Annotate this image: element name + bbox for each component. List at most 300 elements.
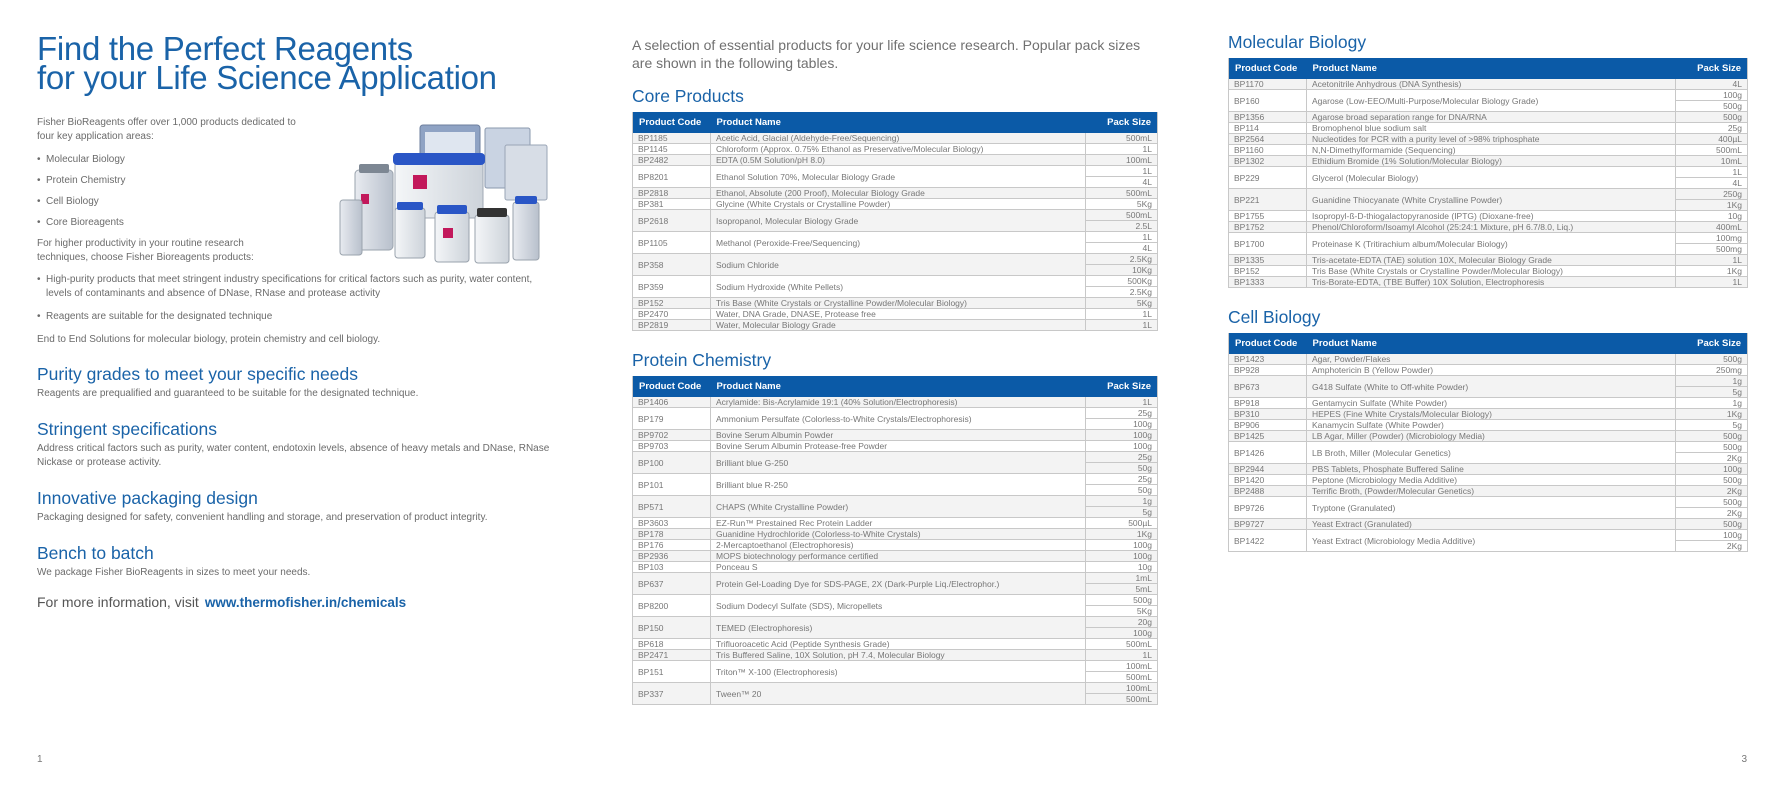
pack-size: 1Kg [1136, 529, 1152, 539]
table-row [1229, 497, 1748, 519]
table-row [1229, 134, 1748, 145]
molecular-biology-section [1228, 32, 1748, 288]
pack-size: 2.5Kg [1129, 254, 1152, 264]
table-row [633, 199, 1158, 210]
intro-text: Fisher BioReagents offer over 1,000 products dedicated to four key application areas: [37, 117, 296, 142]
pack-size: 1L [1142, 320, 1152, 330]
pack-size-cell [1676, 277, 1748, 288]
product-code: BP8200 [633, 595, 711, 617]
pack-size: 5g [1676, 386, 1747, 397]
pack-size-cell [1086, 133, 1158, 144]
table-row [1229, 233, 1748, 255]
pack-size: 100g [1086, 418, 1157, 429]
pack-size: 1mL [1135, 573, 1152, 583]
product-code: BP178 [633, 529, 711, 540]
molecular-biology-table [1228, 58, 1748, 288]
pack-size-cell [1676, 431, 1748, 442]
feature-title: Stringent specifications [37, 419, 217, 439]
product-name: Glycerol (Molecular Biology) [1307, 167, 1676, 189]
product-name: Tris-acetate-EDTA (TAE) solution 10X, Molecular Biology Grade [1307, 255, 1676, 266]
pack-size: 25g [1727, 123, 1742, 133]
product-code: BP103 [633, 562, 711, 573]
product-code: BP1356 [1229, 112, 1307, 123]
product-name: Brilliant blue R-250 [711, 474, 1086, 496]
product-name: MOPS biotechnology performance certified [711, 551, 1086, 562]
product-code: BP2482 [633, 155, 711, 166]
table-row [633, 683, 1158, 705]
product-code: BP1170 [1229, 79, 1307, 90]
product-name: Chloroform (Approx. 0.75% Ethanol as Preservative/Molecular Biology) [711, 144, 1086, 155]
product-name: LB Agar, Miller (Powder) (Microbiology Media) [1307, 431, 1676, 442]
product-code: BP637 [633, 573, 711, 595]
list-item: • Reagents are suitable for the designated technique [37, 310, 547, 324]
product-name: Agarose broad separation range for DNA/RNA [1307, 112, 1676, 123]
pack-size: 500mL [1086, 693, 1157, 704]
product-code: BP2819 [633, 320, 711, 331]
pack-size-cell [1086, 254, 1158, 276]
pack-size-cell [1676, 409, 1748, 420]
pack-size: 4L [1086, 242, 1157, 253]
right-column [1228, 32, 1748, 552]
product-name: EZ-Run™ Prestained Rec Protein Ladder [711, 518, 1086, 529]
table-row [633, 276, 1158, 298]
pack-size-cell [1086, 397, 1158, 408]
page-number-right: 3 [1741, 754, 1747, 765]
pack-size-cell [1676, 266, 1748, 277]
pack-size-cell [1676, 167, 1748, 189]
pack-size-cell [1676, 398, 1748, 409]
product-code: BP9727 [1229, 519, 1307, 530]
product-code: BP1426 [1229, 442, 1307, 464]
product-name: Proteinase K (Tritirachium album/Molecular Biology) [1307, 233, 1676, 255]
product-code: BP150 [633, 617, 711, 639]
pack-size-cell [1086, 617, 1158, 639]
pack-size: 1Kg [1726, 409, 1742, 419]
pack-size: 1Kg [1676, 199, 1747, 210]
pack-size: 500g [1723, 497, 1742, 507]
benefits-list [37, 273, 557, 324]
product-code: BP2471 [633, 650, 711, 661]
pack-size-cell [1086, 496, 1158, 518]
more-info-label: For more information, visit [37, 594, 199, 610]
table-row [1229, 376, 1748, 398]
product-code: BP152 [1229, 266, 1307, 277]
table-row [1229, 486, 1748, 497]
product-code: BP1145 [633, 144, 711, 155]
pack-size-cell [1086, 166, 1158, 188]
pack-size: 1L [1732, 167, 1742, 177]
product-code: BP1105 [633, 232, 711, 254]
pack-size: 100g [1723, 90, 1742, 100]
pack-size-cell [1676, 90, 1748, 112]
product-code: BP2488 [1229, 486, 1307, 497]
product-name: Tris Base (White Crystals or Crystalline Powder/Molecular Biology) [711, 298, 1086, 309]
table-row [1229, 277, 1748, 288]
column-header-name: Product Name [711, 112, 1086, 133]
pack-size: 100mg [1716, 233, 1742, 243]
pack-size-cell [1086, 518, 1158, 529]
pack-size: 1L [1732, 255, 1742, 265]
product-code: BP618 [633, 639, 711, 650]
product-code: BP3603 [633, 518, 711, 529]
product-name: G418 Sulfate (White to Off-white Powder) [1307, 376, 1676, 398]
pack-size: 2Kg [1726, 486, 1742, 496]
table-row [1229, 145, 1748, 156]
product-name: Ammonium Persulfate (Colorless-to-White Crystals/Electrophoresis) [711, 408, 1086, 430]
table-row [1229, 365, 1748, 376]
product-code: BP2944 [1229, 464, 1307, 475]
pack-size: 100g [1723, 530, 1742, 540]
table-row [633, 155, 1158, 166]
pack-size-cell [1676, 255, 1748, 266]
table-row [1229, 189, 1748, 211]
product-code: BP906 [1229, 420, 1307, 431]
protein-chemistry-section [632, 350, 1158, 705]
product-code: BP1700 [1229, 233, 1307, 255]
pack-size: 500mL [1126, 210, 1152, 220]
list-item: • Protein Chemistry [37, 174, 557, 187]
product-code: BP928 [1229, 365, 1307, 376]
list-item: • Core Bioreagents [37, 216, 557, 229]
pack-size: 500mL [1086, 671, 1157, 682]
column-header-size: Pack Size [1086, 112, 1158, 133]
pack-size-cell [1086, 661, 1158, 683]
pack-size: 100g [1133, 430, 1152, 440]
table-row [633, 452, 1158, 474]
pack-size: 500g [1723, 475, 1742, 485]
product-code: BP9702 [633, 430, 711, 441]
product-name: N,N-Dimethylformamide (Sequencing) [1307, 145, 1676, 156]
pack-size-cell [1086, 540, 1158, 551]
product-code: BP1422 [1229, 530, 1307, 552]
pack-size: 5g [1086, 506, 1157, 517]
product-name: Brilliant blue G-250 [711, 452, 1086, 474]
product-name: Ethanol, Absolute (200 Proof), Molecular Biology Grade [711, 188, 1086, 199]
pack-size-cell [1676, 79, 1748, 90]
pack-size-cell [1676, 497, 1748, 519]
table-row [1229, 475, 1748, 486]
table-row [633, 573, 1158, 595]
column-header-size: Pack Size [1676, 58, 1748, 79]
product-name: Sodium Hydroxide (White Pellets) [711, 276, 1086, 298]
column-header-name: Product Name [1307, 58, 1676, 79]
pack-size-cell [1676, 222, 1748, 233]
feature-title: Purity grades to meet your specific needs [37, 364, 358, 384]
table-row [1229, 431, 1748, 442]
pack-size-cell [1676, 233, 1748, 255]
pack-size-cell [1676, 134, 1748, 145]
product-name: Phenol/Chloroform/Isoamyl Alcohol (25:24:1 Mixture, pH 6.7/8.0, Liq.) [1307, 222, 1676, 233]
product-name: Guanidine Thiocyanate (White Crystalline Powder) [1307, 189, 1676, 211]
pack-size: 1Kg [1726, 266, 1742, 276]
table-row [1229, 442, 1748, 464]
pack-size: 2.5L [1086, 220, 1157, 231]
page-title [37, 30, 557, 96]
pack-size-cell [1086, 639, 1158, 650]
protein-chemistry-table [632, 376, 1158, 705]
product-code: BP8201 [633, 166, 711, 188]
pack-size: 20g [1137, 617, 1152, 627]
table-row [1229, 222, 1748, 233]
pack-size: 4L [1732, 79, 1742, 89]
pack-size: 2Kg [1676, 540, 1747, 551]
pack-size-cell [1676, 519, 1748, 530]
section-title: Molecular Biology [1228, 32, 1367, 52]
pack-size-cell [1086, 408, 1158, 430]
pack-size: 1L [1142, 650, 1152, 660]
list-item: • Molecular Biology [37, 153, 557, 166]
product-code: BP151 [633, 661, 711, 683]
table-row [633, 309, 1158, 320]
product-code: BP9703 [633, 441, 711, 452]
table-row [633, 661, 1158, 683]
product-name: Nucleotides for PCR with a purity level of >98% triphosphate [1307, 134, 1676, 145]
product-name: HEPES (Fine White Crystals/Molecular Biology) [1307, 409, 1676, 420]
pack-size: 2Kg [1676, 452, 1747, 463]
table-row [633, 551, 1158, 562]
pack-size: 2Kg [1676, 507, 1747, 518]
product-code: BP160 [1229, 90, 1307, 112]
pack-size: 100g [1133, 540, 1152, 550]
table-row [633, 529, 1158, 540]
pack-size: 25g [1137, 408, 1152, 418]
pack-size: 100mL [1126, 155, 1152, 165]
pack-size: 5g [1732, 420, 1742, 430]
product-name: Guanidine Hydrochloride (Colorless-to-White Crystals) [711, 529, 1086, 540]
product-name: Acetic Acid, Glacial (Aldehyde-Free/Sequencing) [711, 133, 1086, 144]
pack-size: 500g [1723, 431, 1742, 441]
pack-size-cell [1086, 298, 1158, 309]
product-name: Tween™ 20 [711, 683, 1086, 705]
table-row [1229, 112, 1748, 123]
pack-size-cell [1086, 529, 1158, 540]
product-name: Terrific Broth, (Powder/Molecular Genetics) [1307, 486, 1676, 497]
pack-size: 100g [1723, 464, 1742, 474]
pack-size: 400mL [1716, 222, 1742, 232]
pack-size: 500mL [1126, 639, 1152, 649]
intro-text-2: For higher productivity in your routine research techniques, choose Fisher Bioreagents products: [37, 238, 254, 263]
pack-size: 50g [1086, 462, 1157, 473]
pack-size: 10g [1727, 211, 1742, 221]
pack-size-cell [1086, 188, 1158, 199]
product-name: Glycine (White Crystals or Crystalline Powder) [711, 199, 1086, 210]
table-row [1229, 156, 1748, 167]
pack-size: 1L [1142, 232, 1152, 242]
pack-size: 500g [1723, 519, 1742, 529]
pack-size: 250mg [1716, 365, 1742, 375]
table-row [633, 320, 1158, 331]
product-name: Protein Gel-Loading Dye for SDS-PAGE, 2X (Dark-Purple Liq./Electrophor.) [711, 573, 1086, 595]
feature-specifications [37, 419, 557, 470]
product-name: Amphotericin B (Yellow Powder) [1307, 365, 1676, 376]
pack-size: 500g [1723, 354, 1742, 364]
product-code: BP2936 [633, 551, 711, 562]
table-row [1229, 354, 1748, 365]
pack-size: 100g [1086, 627, 1157, 638]
product-code: BP1406 [633, 397, 711, 408]
product-code: BP152 [633, 298, 711, 309]
feature-purity [37, 364, 557, 401]
table-row [633, 617, 1158, 639]
pack-size-cell [1676, 486, 1748, 497]
pack-size-cell [1086, 562, 1158, 573]
pack-size-cell [1086, 650, 1158, 661]
table-row [633, 133, 1158, 144]
pack-size: 5Kg [1086, 605, 1157, 616]
product-name: Ethanol Solution 70%, Molecular Biology Grade [711, 166, 1086, 188]
pack-size-cell [1086, 320, 1158, 331]
product-name: Yeast Extract (Microbiology Media Additive) [1307, 530, 1676, 552]
column-header-size: Pack Size [1086, 376, 1158, 397]
pack-size: 500mL [1126, 133, 1152, 143]
pack-size: 4L [1086, 176, 1157, 187]
middle-column [632, 36, 1158, 705]
table-row [633, 144, 1158, 155]
table-row [633, 496, 1158, 518]
lead-text: A selection of essential products for your life science research. Popular pack sizes are shown in the following tables. [632, 37, 1141, 71]
end-to-end-text: End to End Solutions for molecular biology, protein chemistry and cell biology. [37, 334, 381, 345]
product-name: LB Broth, Miller (Molecular Genetics) [1307, 442, 1676, 464]
product-name: EDTA (0.5M Solution/pH 8.0) [711, 155, 1086, 166]
product-code: BP179 [633, 408, 711, 430]
pack-size: 250g [1723, 189, 1742, 199]
pack-size: 500Kg [1127, 276, 1152, 286]
product-name: Peptone (Microbiology Media Additive) [1307, 475, 1676, 486]
column-header-size: Pack Size [1676, 333, 1748, 354]
pack-size: 500µL [1128, 518, 1152, 528]
product-name: Bovine Serum Albumin Powder [711, 430, 1086, 441]
table-row [633, 166, 1158, 188]
pack-size: 500g [1723, 442, 1742, 452]
product-code: BP176 [633, 540, 711, 551]
pack-size: 1L [1142, 166, 1152, 176]
pack-size: 500mg [1676, 243, 1747, 254]
pack-size-cell [1086, 452, 1158, 474]
pack-size-cell [1086, 155, 1158, 166]
feature-title: Bench to batch [37, 543, 154, 563]
feature-text: Reagents are prequalified and guaranteed to be suitable for the designated technique. [37, 388, 419, 399]
list-item: • High-purity products that meet stringent industry specifications for critical factors such as purity, water content, levels of contaminants and absence of DNase, RNase and protease activity [37, 273, 547, 301]
table-row [1229, 266, 1748, 277]
pack-size-cell [1676, 354, 1748, 365]
product-name: Tryptone (Granulated) [1307, 497, 1676, 519]
product-name: Bromophenol blue sodium salt [1307, 123, 1676, 134]
pack-size-cell [1086, 276, 1158, 298]
pack-size: 1g [1732, 376, 1742, 386]
product-name: Acetonitrile Anhydrous (DNA Synthesis) [1307, 79, 1676, 90]
column-header-name: Product Name [1307, 333, 1676, 354]
table-row [633, 430, 1158, 441]
pack-size-cell [1086, 551, 1158, 562]
pack-size: 5mL [1086, 583, 1157, 594]
table-row [633, 188, 1158, 199]
product-name: Triton™ X-100 (Electrophoresis) [711, 661, 1086, 683]
product-name: Tris-Borate-EDTA, (TBE Buffer) 10X Solution, Electrophoresis [1307, 277, 1676, 288]
table-row [1229, 255, 1748, 266]
pack-size: 1L [1732, 277, 1742, 287]
cell-biology-table [1228, 333, 1748, 552]
table-row [633, 232, 1158, 254]
product-code: BP1302 [1229, 156, 1307, 167]
website-link[interactable]: www.thermofisher.in/chemicals [204, 595, 407, 610]
pack-size: 1L [1142, 144, 1152, 154]
table-row [633, 650, 1158, 661]
core-products-table [632, 112, 1158, 331]
product-code: BP673 [1229, 376, 1307, 398]
more-info [37, 594, 557, 610]
feature-title: Innovative packaging design [37, 488, 258, 508]
section-title: Core Products [632, 86, 744, 106]
product-name: Sodium Chloride [711, 254, 1086, 276]
table-row [633, 298, 1158, 309]
pack-size-cell [1676, 112, 1748, 123]
product-code: BP359 [633, 276, 711, 298]
pack-size: 1L [1142, 309, 1152, 319]
table-row [1229, 420, 1748, 431]
product-name: Bovine Serum Albumin Protease-free Powder [711, 441, 1086, 452]
pack-size-cell [1676, 475, 1748, 486]
product-code: BP1420 [1229, 475, 1307, 486]
table-row [1229, 211, 1748, 222]
pack-size-cell [1676, 420, 1748, 431]
feature-text: We package Fisher BioReagents in sizes to meet your needs. [37, 567, 311, 578]
product-code: BP381 [633, 199, 711, 210]
pack-size: 10mL [1720, 156, 1742, 166]
pack-size: 500g [1133, 595, 1152, 605]
pack-size-cell [1086, 199, 1158, 210]
product-name: Yeast Extract (Granulated) [1307, 519, 1676, 530]
product-name: Acrylamide: Bis-Acrylamide 19:1 (40% Solution/Electrophoresis) [711, 397, 1086, 408]
product-code: BP358 [633, 254, 711, 276]
pack-size-cell [1676, 442, 1748, 464]
product-code: BP337 [633, 683, 711, 705]
pack-size-cell [1676, 189, 1748, 211]
pack-size: 25g [1137, 474, 1152, 484]
product-code: BP918 [1229, 398, 1307, 409]
product-name: Ethidium Bromide (1% Solution/Molecular Biology) [1307, 156, 1676, 167]
pack-size-cell [1086, 683, 1158, 705]
pack-size: 25g [1137, 452, 1152, 462]
pack-size-cell [1676, 211, 1748, 222]
table-row [633, 540, 1158, 551]
product-name: Trifluoroacetic Acid (Peptide Synthesis Grade) [711, 639, 1086, 650]
table-row [1229, 90, 1748, 112]
column-header-code: Product Code [633, 376, 711, 397]
table-row [1229, 530, 1748, 552]
list-item: • Cell Biology [37, 195, 557, 208]
cell-biology-section [1228, 307, 1748, 552]
pack-size: 1g [1142, 496, 1152, 506]
pack-size-cell [1676, 376, 1748, 398]
product-code: BP9726 [1229, 497, 1307, 519]
product-code: BP1333 [1229, 277, 1307, 288]
table-row [633, 210, 1158, 232]
product-code: BP1160 [1229, 145, 1307, 156]
product-photo [335, 120, 550, 275]
table-row [633, 254, 1158, 276]
table-row [1229, 409, 1748, 420]
table-row [1229, 167, 1748, 189]
product-code: BP1335 [1229, 255, 1307, 266]
product-code: BP100 [633, 452, 711, 474]
product-name: Tris Buffered Saline, 10X Solution, pH 7.4, Molecular Biology [711, 650, 1086, 661]
table-row [1229, 464, 1748, 475]
product-code: BP1425 [1229, 431, 1307, 442]
product-name: 2-Mercaptoethanol (Electrophoresis) [711, 540, 1086, 551]
product-code: BP221 [1229, 189, 1307, 211]
table-row [633, 474, 1158, 496]
pack-size: 2.5Kg [1086, 286, 1157, 297]
